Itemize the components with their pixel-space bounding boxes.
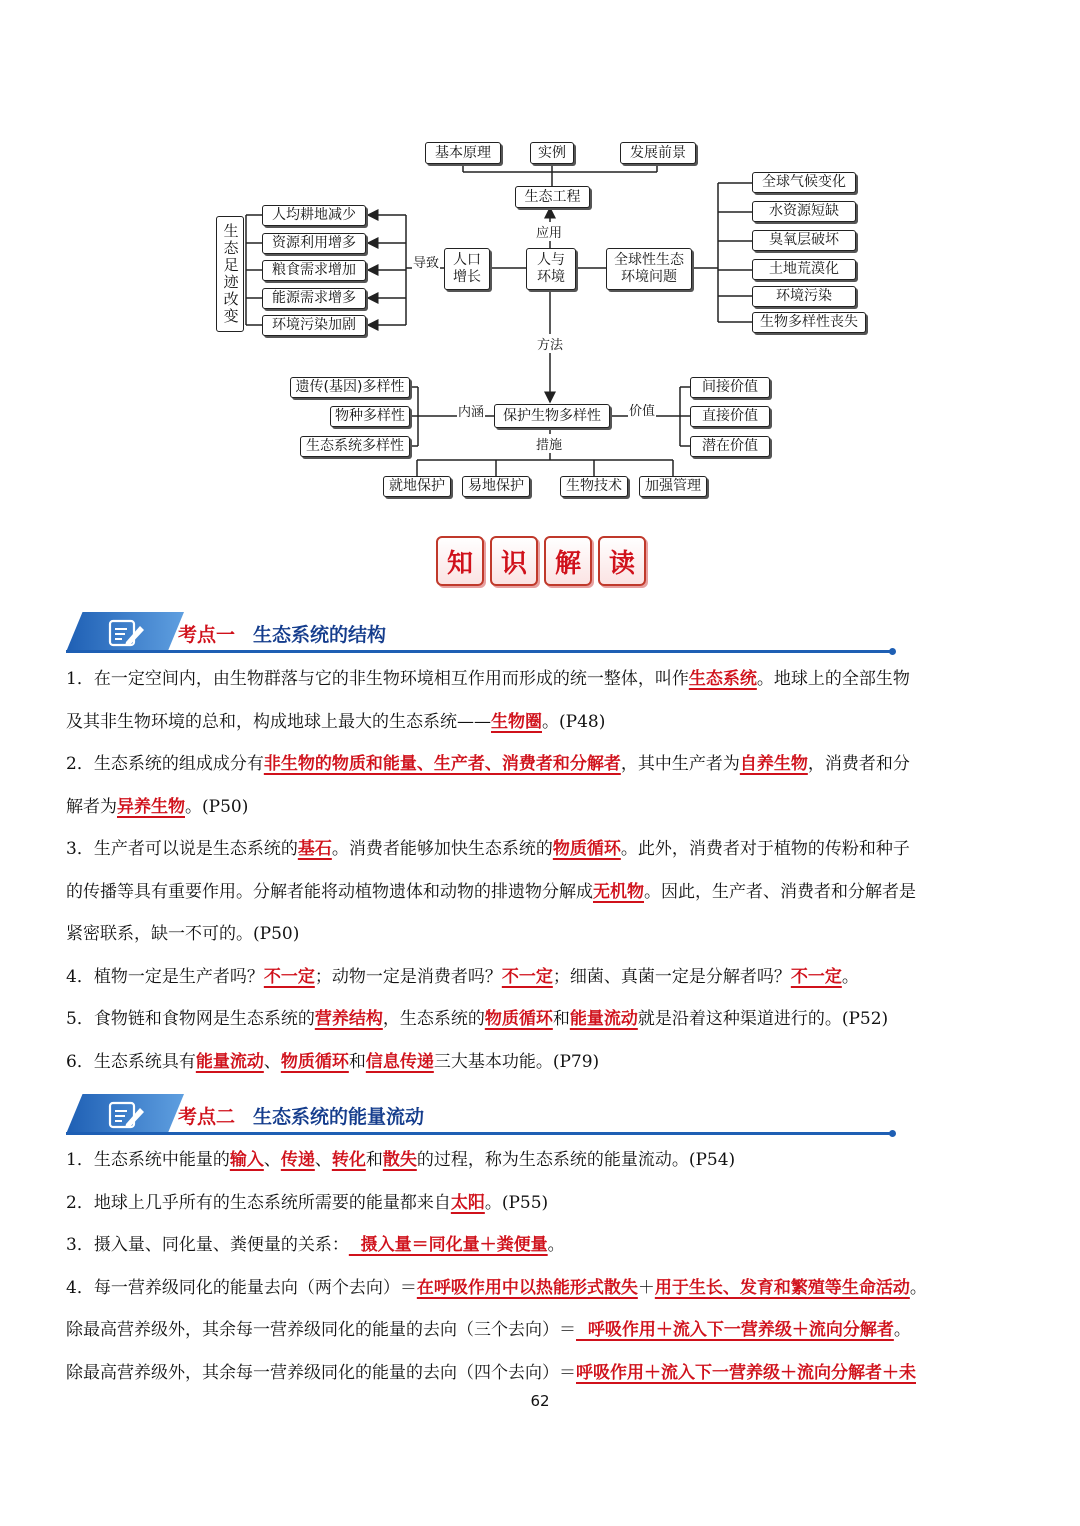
answer-blank: 摄入量＝同化量＋粪便量 — [348, 1235, 548, 1255]
answer-blank: 不一定 — [501, 966, 553, 987]
answer-blank: 输入 — [229, 1150, 264, 1170]
node-basic-principle: 基本原理 — [425, 142, 501, 164]
answer-blank: 物质循环 — [484, 1009, 553, 1029]
node-measure-item: 生物技术 — [560, 476, 628, 497]
knowledge-banner — [436, 536, 646, 586]
node-measure-item: 加强管理 — [639, 476, 707, 497]
node-pop-effect: 人均耕地减少 — [262, 205, 366, 226]
concept-map — [0, 0, 1080, 510]
paragraph: 1．生态系统中能量的输入、传递、转化和散失的过程，称为生态系统的能量流动。(P54) 2．地球上几乎所有的生态系统所需要的能量都来自太阳。(P55) 3．摄入量、同化量、粪便量的关系： 摄入量＝同化量＋粪便量。 4．每一营养级同化的能量去向（两个去向）＝在呼吸作用中以热能形式散失＋用于生长、发育和繁殖等生命活动。 除最高营养级外，其余每一营养级同化的能量的去向（三个去向）＝ 呼吸作用＋流入下一营养级＋流向分解者。 除最高营养级外，其余每一营养级同化的能量的去向（四个去向）＝呼吸作用＋流入下一营养级＋流向分解者＋未 — [66, 1150, 927, 1383]
node-global-item: 土地荒漠化 — [752, 259, 856, 280]
section-title — [178, 620, 386, 647]
answer-blank: 呼吸作用＋流入下一营养级＋流向分解者 — [576, 1320, 894, 1340]
answer-blank: 不一定 — [263, 966, 315, 987]
answer-blank: 生态系统 — [688, 669, 757, 689]
node-example: 实例 — [530, 142, 574, 164]
answer-blank: 在呼吸作用中以热能形式散失 — [416, 1277, 638, 1298]
answer-blank: 营养结构 — [314, 1009, 383, 1029]
node-pop-effect: 能源需求增多 — [262, 288, 366, 309]
label-measures: 措施 — [535, 434, 563, 453]
note-pencil-icon — [106, 618, 146, 648]
answer-blank: 太阳 — [450, 1192, 485, 1213]
node-global-item: 水资源短缺 — [752, 201, 856, 222]
node-pop-effect: 粮食需求增加 — [262, 260, 366, 281]
section-name: 生态系统的能量流动 — [253, 1106, 425, 1128]
answer-blank: 生物圈 — [491, 711, 542, 732]
node-eco-engineering: 生态工程 — [515, 186, 590, 208]
label-connotation: 内涵 — [457, 401, 485, 420]
node-global-item: 生物多样性丧失 — [752, 312, 866, 333]
answer-blank: 异养生物 — [117, 796, 185, 817]
paragraph: 1．在一定空间内，由生物群落与它的非生物环境相互作用而形成的统一整体，叫作生态系统。地球上的全部生物 及其非生物环境的总和，构成地球上最大的生态系统——生物圈。(P48) 2．生态系统的组成成分有非生物的物质和能量、生产者、消费者和分解者，其中生产者为自养生物，消费者和分 解者为异养生物。(P50) 3．生产者可以说是生态系统的基石。消费者能够加快生态系统的物质循环。此外，消费者对于植物的传粉和种子 的传播等具有重要作用。分解者能将动植物遗体和动物的排遗物分解成无机物。因此，生产者、消费者和分解者是 紧密联系，缺一不可的。(P50) 4．植物一定是生产者吗？不一定；动物一定是消费者吗？不一定；细菌、真菌一定是分解者吗？不一定。 5．食物链和食物网是生态系统的营养结构，生态系统的物质循环和能量流动就是沿着这种渠道进行的。(P52) 6．生态系统具有能量流动、物质循环和信息传递三大基本功能。(P79) — [66, 669, 916, 1072]
page-number: 62 — [530, 1392, 550, 1410]
label-leads-to: 导致 — [412, 252, 440, 271]
node-global-issue: 全球性生态 环境问题 — [606, 248, 692, 290]
answer-blank: 散失 — [382, 1150, 417, 1170]
node-global-item: 环境污染 — [752, 286, 856, 307]
answer-blank: 信息传递 — [365, 1051, 434, 1072]
label-apply: 应用 — [535, 222, 563, 241]
node-connotation-item: 生态系统多样性 — [300, 436, 410, 457]
node-measure-item: 就地保护 — [383, 476, 451, 497]
section-heading-2 — [66, 1094, 892, 1142]
node-connotation-item: 遗传(基因)多样性 — [290, 377, 410, 398]
answer-blank: 不一定 — [790, 966, 842, 987]
section-title — [178, 1102, 424, 1129]
node-global-item: 全球气候变化 — [752, 172, 856, 193]
node-value-item: 间接价值 — [690, 377, 770, 398]
banner-char: 识 — [490, 536, 538, 586]
section-label: 考点一 — [178, 624, 236, 646]
answer-blank: 呼吸作用＋流入下一营养级＋流向分解者＋未 — [576, 1362, 916, 1383]
node-measure-item: 易地保护 — [462, 476, 530, 497]
answer-blank: 物质循环 — [552, 839, 621, 859]
answer-blank: 传递 — [280, 1150, 315, 1170]
node-prospects: 发展前景 — [620, 142, 696, 164]
node-protect-biodiversity: 保护生物多样性 — [494, 404, 610, 428]
label-method: 方法 — [536, 334, 564, 353]
node-footprint: 生态足迹改变 — [216, 216, 244, 332]
heading-rule — [66, 650, 892, 653]
answer-blank: 能量流动 — [195, 1051, 264, 1072]
answer-blank: 用于生长、发育和繁殖等生命活动 — [654, 1277, 910, 1298]
heading-rule — [66, 1132, 892, 1135]
banner-char: 解 — [544, 536, 592, 586]
banner-char: 读 — [598, 536, 646, 586]
node-population-growth: 人口 增长 — [444, 248, 490, 290]
node-value-item: 潜在价值 — [690, 436, 770, 457]
answer-blank: 转化 — [331, 1150, 366, 1170]
node-pop-effect: 环境污染加剧 — [262, 315, 366, 336]
section-label: 考点二 — [178, 1106, 236, 1128]
label-value: 价值 — [628, 400, 656, 419]
section-heading-1 — [66, 612, 892, 660]
note-pencil-icon — [106, 1100, 146, 1130]
banner-char: 知 — [436, 536, 484, 586]
answer-blank: 非生物的物质和能量、生产者、消费者和分解者 — [263, 754, 621, 774]
answer-blank: 自养生物 — [739, 754, 808, 774]
section-name: 生态系统的结构 — [253, 624, 387, 646]
node-value-item: 直接价值 — [690, 406, 770, 427]
node-human-environment: 人与 环境 — [526, 248, 576, 290]
answer-blank: 物质循环 — [280, 1051, 349, 1072]
node-connotation-item: 物种多样性 — [330, 406, 410, 427]
node-pop-effect: 资源利用增多 — [262, 233, 366, 254]
node-global-item: 臭氧层破坏 — [752, 230, 856, 251]
answer-blank: 基石 — [297, 839, 332, 859]
answer-blank: 能量流动 — [569, 1009, 638, 1029]
answer-blank: 无机物 — [593, 881, 644, 902]
